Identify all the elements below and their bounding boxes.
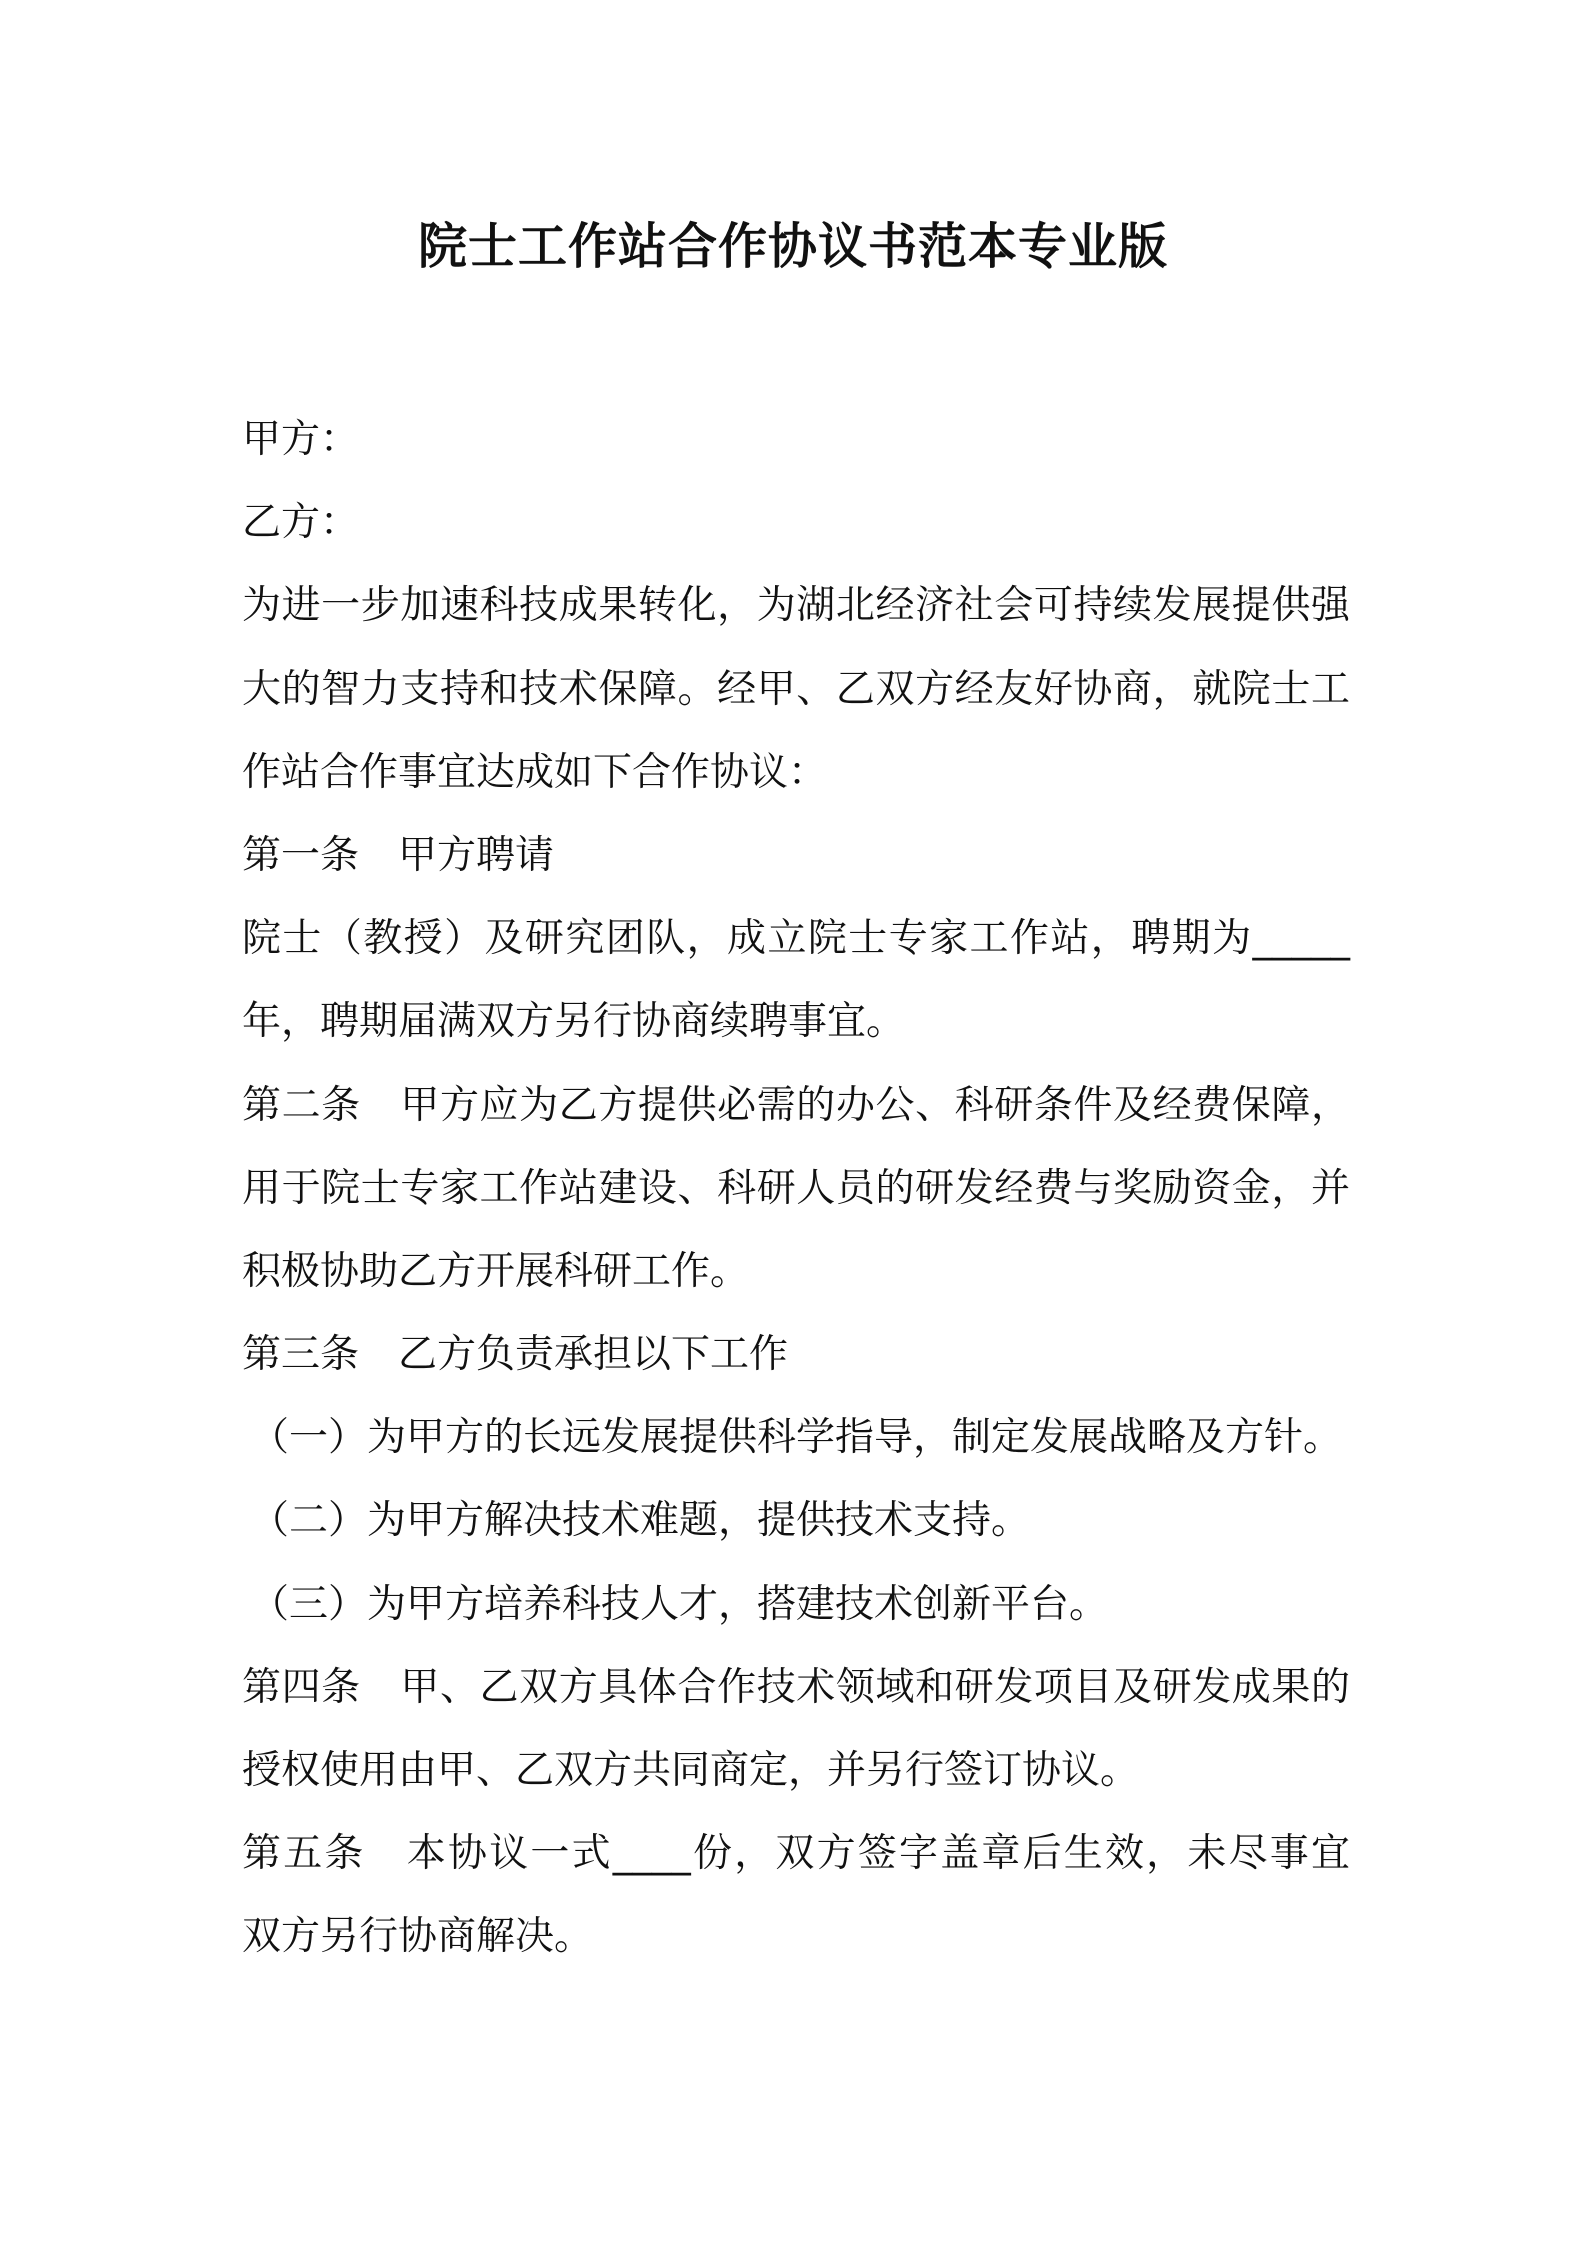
body-line: 用于院士专家工作站建设、科研人员的研发经费与奖励资金，并 [242, 1165, 1350, 1211]
body-line: （三）为甲方培养科技人才，搭建技术创新平台。 [250, 1581, 1109, 1627]
body-line: 院士（教授）及研究团队，成立院士专家工作站，聘期为_____ [242, 916, 1350, 962]
body-line: 乙方： [242, 500, 360, 546]
body-line: 为进一步加速科技成果转化，为湖北经济社会可持续发展提供强 [242, 583, 1350, 629]
body-line: 双方另行协商解决。 [242, 1914, 594, 1960]
body-line: 大的智力支持和技术保障。经甲、乙双方经友好协商，就院士工 [242, 666, 1350, 712]
body-line: 积极协助乙方开展科研工作。 [242, 1248, 750, 1294]
body-line: 第二条 甲方应为乙方提供必需的办公、科研条件及经费保障， [242, 1082, 1350, 1128]
body-line: （二）为甲方解决技术难题，提供技术支持。 [250, 1498, 1031, 1544]
body-line: 授权使用由甲、乙双方共同商定，并另行签订协议。 [242, 1748, 1140, 1793]
body-line: 第五条 本协议一式____份，双方签字盖章后生效，未尽事宜 [242, 1831, 1350, 1877]
body-line: （一）为甲方的长远发展提供科学指导，制定发展战略及方针。 [250, 1415, 1343, 1461]
body-line: 第一条 甲方聘请 [242, 832, 555, 878]
body-line: 作站合作事宜达成如下合作协议： [242, 749, 828, 795]
body-line: 年，聘期届满双方另行协商续聘事宜。 [242, 999, 906, 1045]
document-title: 院士工作站合作协议书范本专业版 [417, 218, 1168, 275]
body-line: 第四条 甲、乙双方具体合作技术领域和研发项目及研发成果的 [242, 1664, 1350, 1710]
document-body [242, 398, 1350, 1979]
body-line: 甲方： [242, 417, 360, 462]
body-line: 第三条 乙方负责承担以下工作 [242, 1332, 789, 1378]
